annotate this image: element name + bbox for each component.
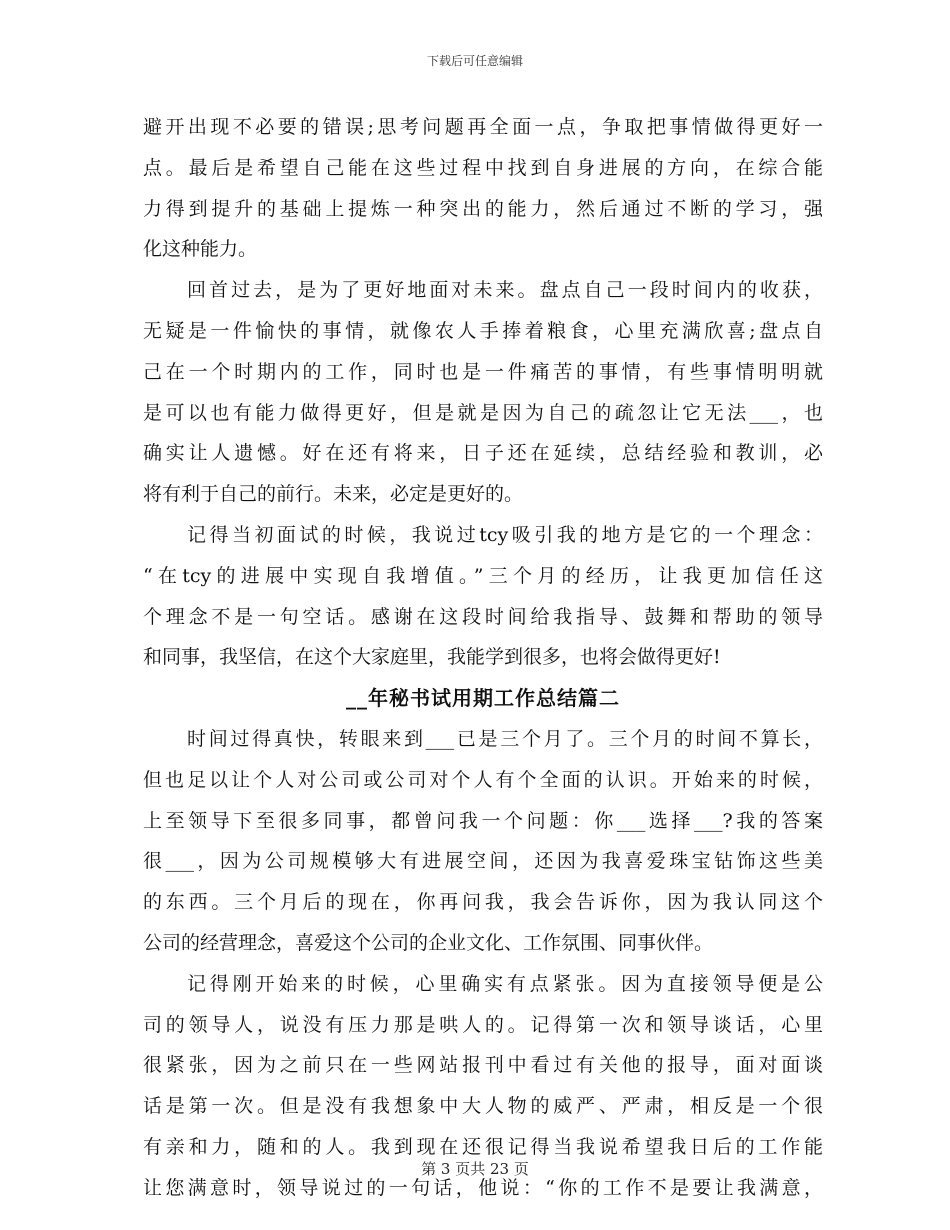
section-heading: __年秘书试用期工作总结篇二 xyxy=(346,686,620,711)
paragraph-first-line: 记得当初面试的时候，我说过tcy吸引我的地方是它的一个理念： xyxy=(187,523,823,546)
document-body xyxy=(143,107,823,1209)
text-line: “在tcy的进展中实现自我增值。”三个月的经历，让我更加信任这 xyxy=(143,564,823,587)
paragraph-first-line: 时间过得真快，转眼来到___已是三个月了。三个月的时间不算长， xyxy=(187,727,823,750)
text-line: 化这种能力。 xyxy=(143,238,258,261)
text-line: 很紧张，因为之前只在一些网站报刊中看过有关他的报导，面对面谈 xyxy=(143,1054,823,1077)
text-line: 但也足以让个人对公司或公司对个人有个全面的认识。开始来的时候， xyxy=(143,768,823,791)
paragraph-first-line: 回首过去，是为了更好地面对未来。盘点自己一段时间内的收获， xyxy=(187,279,823,302)
text-line: 和同事，我坚信，在这个大家庭里，我能学到很多，也将会做得更好! xyxy=(143,646,721,669)
text-line: 的东西。三个月后的现在，你再问我，我会告诉你，因为我认同这个 xyxy=(143,891,823,914)
text-line: 力得到提升的基础上提炼一种突出的能力，然后通过不断的学习，强 xyxy=(143,197,823,220)
text-line: 无疑是一件愉快的事情，就像农人手捧着粮食，心里充满欣喜;盘点自 xyxy=(143,319,823,342)
text-line: 公司的经营理念，喜爱这个公司的企业文化、工作氛围、同事伙伴。 xyxy=(143,931,714,954)
text-line: 上至领导下至很多同事，都曾问我一个问题：你___选择___?我的答案 xyxy=(143,809,823,832)
text-line: 点。最后是希望自己能在这些过程中找到自身进展的方向，在综合能 xyxy=(143,156,823,179)
text-line: 个理念不是一句空话。感谢在这段时间给我指导、鼓舞和帮助的领导 xyxy=(143,605,823,628)
text-line: 是可以也有能力做得更好，但是就是因为自己的疏忽让它无法___，也 xyxy=(143,401,823,424)
text-line: 话是第一次。但是没有我想象中大人物的威严、严肃，相反是一个很 xyxy=(143,1095,823,1118)
page-number: 第 3 页共 23 页 xyxy=(421,1160,529,1178)
text-line: 己在一个时期内的工作，同时也是一件痛苦的事情，有些事情明明就 xyxy=(143,360,823,383)
text-line: 避开出现不必要的错误;思考问题再全面一点，争取把事情做得更好一 xyxy=(143,116,823,138)
paragraph-first-line: 记得刚开始来的时候，心里确实有点紧张。因为直接领导便是公 xyxy=(187,972,823,995)
text-line: 让您满意时，领导说过的一句话，他说：“你的工作不是要让我满意， xyxy=(143,1176,823,1199)
text-line: 将有利于自己的前行。未来，必定是更好的。 xyxy=(143,483,524,506)
text-line: 确实让人遗憾。好在还有将来，日子还在延续，总结经验和教训，必 xyxy=(143,442,823,465)
page-header: 下载后可任意编辑 xyxy=(426,54,523,68)
text-line: 很___，因为公司规模够大有进展空间，还因为我喜爱珠宝钻饰这些美 xyxy=(143,850,823,873)
text-line: 有亲和力，随和的人。我到现在还很记得当我说希望我日后的工作能 xyxy=(143,1135,823,1158)
text-line: 司的领导人，说没有压力那是哄人的。记得第一次和领导谈话，心里 xyxy=(143,1013,823,1036)
